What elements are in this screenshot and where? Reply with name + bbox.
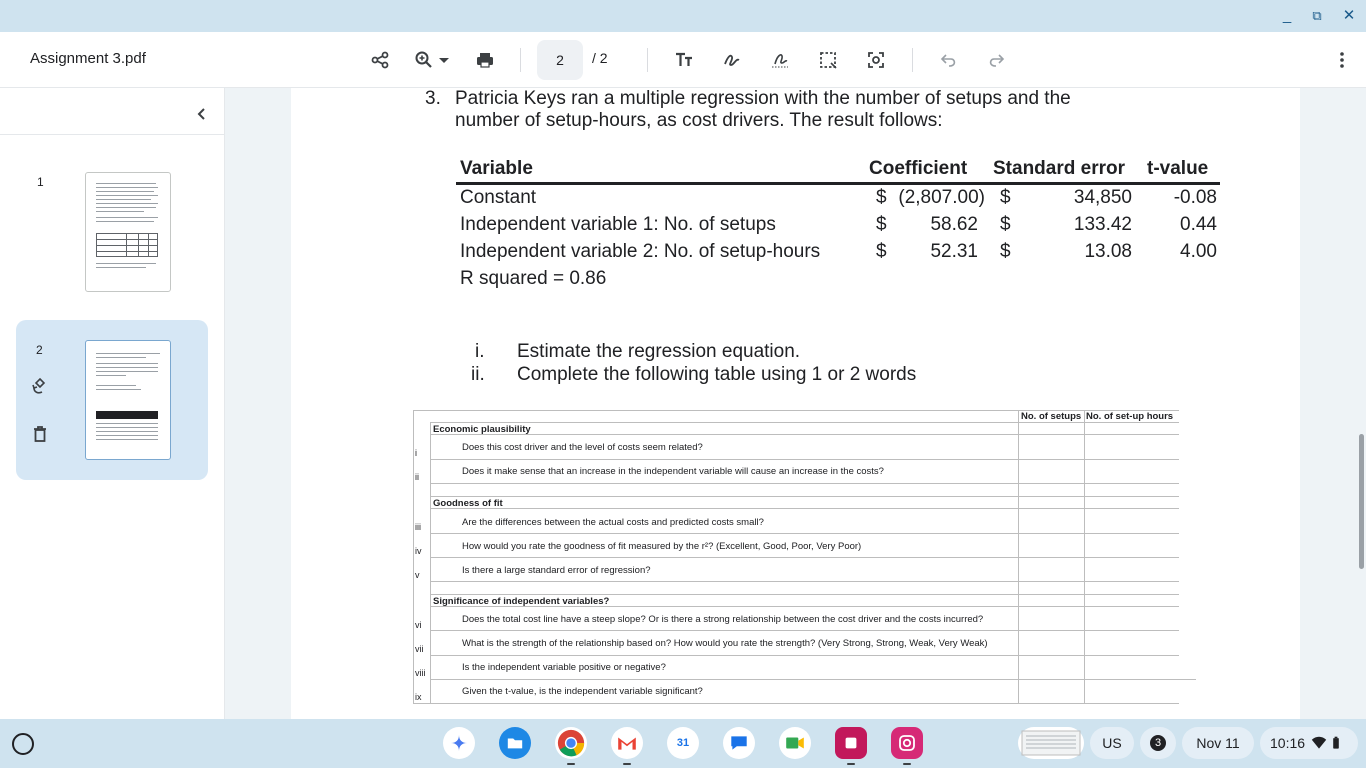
- reg-row-coef: (2,807.00): [898, 187, 985, 208]
- notification-count: 3: [1150, 735, 1166, 751]
- input-method[interactable]: US: [1090, 727, 1134, 759]
- running-indicator: [903, 763, 911, 765]
- row-question: Does the total cost line have a steep slope? Or is there a strong relationship between the cost driver and the costs incurred?: [462, 614, 984, 625]
- running-indicator: [567, 763, 575, 765]
- header-coefficient: Coefficient: [869, 158, 968, 179]
- section-economic-plausibility: Economic plausibility: [433, 424, 531, 435]
- print-icon[interactable]: [469, 44, 501, 76]
- more-icon[interactable]: [1326, 44, 1358, 76]
- question-line-1: Patricia Keys ran a multiple regression with the number of setups and the: [455, 88, 1071, 109]
- meet-icon[interactable]: [779, 727, 811, 759]
- reg-row-coef-symbol: $: [876, 187, 887, 208]
- page-1-number: 1: [37, 175, 44, 189]
- page-2-number: 2: [36, 343, 43, 357]
- reg-row-coef-symbol: $: [876, 214, 887, 235]
- row-question: Is there a large standard error of regression?: [462, 565, 651, 576]
- subquestion-text: Estimate the regression equation.: [517, 341, 801, 362]
- page-2-thumbnail[interactable]: [85, 340, 171, 460]
- reg-row-coef: 58.62: [930, 214, 978, 235]
- gmail-icon[interactable]: [611, 727, 643, 759]
- pdf-page: [291, 88, 1300, 719]
- document-viewport[interactable]: [225, 88, 1366, 719]
- row-roman: i: [415, 448, 417, 458]
- window-titlebar: [0, 0, 1366, 32]
- tote-preview-icon[interactable]: [1018, 727, 1084, 759]
- reg-row-variable: Independent variable 2: No. of setup-hours: [460, 241, 821, 262]
- row-question: Given the t-value, is the independent variable significant?: [462, 686, 703, 697]
- col-header-setup-hours: No. of set-up hours: [1086, 411, 1174, 422]
- chevron-left-icon[interactable]: [188, 100, 216, 128]
- row-question: How would you rate the goodness of fit measured by the r²? (Excellent, Good, Poor, Very Poor): [462, 541, 862, 552]
- reg-row-se: 34,850: [1073, 187, 1132, 208]
- reg-row-se-symbol: $: [1000, 187, 1011, 208]
- close-icon[interactable]: ✕: [1342, 7, 1356, 24]
- regression-header-rule: [456, 182, 1220, 185]
- col-header-setups: No. of setups: [1021, 411, 1082, 422]
- page-total: / 2: [592, 50, 608, 66]
- sidebar-divider: [0, 134, 224, 135]
- reg-row-se: 133.42: [1073, 214, 1132, 235]
- row-question: Are the differences between the actual costs and predicted costs small?: [462, 517, 764, 528]
- subquestion-number: i.: [475, 341, 485, 362]
- reg-row-t: -0.08: [1173, 187, 1217, 208]
- status-area[interactable]: [1260, 727, 1358, 759]
- question-line-2: number of setup-hours, as cost drivers. The result follows:: [455, 110, 943, 131]
- row-question: Does this cost driver and the level of costs seem related?: [462, 442, 703, 453]
- reg-row-t: 0.44: [1180, 214, 1217, 235]
- section-significance: Significance of independent variables?: [433, 596, 610, 607]
- thumbnail-sidebar: [0, 88, 225, 719]
- toolbar-divider: [647, 48, 648, 72]
- row-roman: v: [415, 570, 420, 580]
- toolbar-divider: [912, 48, 913, 72]
- delete-icon[interactable]: [30, 424, 50, 449]
- header-variable: Variable: [460, 158, 533, 179]
- date-display[interactable]: Nov 11: [1182, 727, 1254, 759]
- reg-row-variable: Independent variable 1: No. of setups: [460, 214, 776, 235]
- text-icon[interactable]: [668, 44, 700, 76]
- signature-icon[interactable]: [764, 44, 796, 76]
- row-question: Is the independent variable positive or negative?: [462, 662, 666, 673]
- battery-icon: [1329, 735, 1343, 751]
- subquestion-text: Complete the following table using 1 or 2 words: [517, 364, 917, 385]
- row-roman: ii: [415, 472, 419, 482]
- draw-icon[interactable]: [716, 44, 748, 76]
- clock: 10:16: [1270, 735, 1306, 751]
- gemini-icon[interactable]: [443, 727, 475, 759]
- pdf-toolbar: [0, 32, 1366, 88]
- notification-pill[interactable]: [1140, 727, 1176, 759]
- wifi-icon: [1311, 735, 1327, 751]
- select-region-icon[interactable]: [812, 44, 844, 76]
- row-roman: ix: [415, 692, 422, 702]
- row-roman: iii: [415, 522, 421, 532]
- reg-row-coef-symbol: $: [876, 241, 887, 262]
- launcher-icon[interactable]: [12, 733, 34, 755]
- calendar-icon[interactable]: 31: [667, 727, 699, 759]
- row-roman: vii: [415, 644, 424, 654]
- row-roman: viii: [415, 668, 426, 678]
- share-icon[interactable]: [364, 44, 396, 76]
- files-icon[interactable]: [499, 727, 531, 759]
- subquestion-number: ii.: [471, 364, 485, 385]
- rotate-icon[interactable]: [30, 376, 50, 401]
- instagram-icon[interactable]: [891, 727, 923, 759]
- assessment-table: [413, 410, 1179, 703]
- dropdown-icon[interactable]: [434, 44, 454, 76]
- vertical-scrollbar[interactable]: [1359, 434, 1364, 569]
- chrome-icon[interactable]: [555, 727, 587, 759]
- system-shelf: [0, 719, 1366, 768]
- reg-row-se-symbol: $: [1000, 241, 1011, 262]
- redo-icon[interactable]: [980, 44, 1012, 76]
- minimize-icon[interactable]: _: [1282, 7, 1292, 24]
- reg-row-t: 4.00: [1180, 241, 1217, 262]
- r-squared: R squared = 0.86: [460, 268, 607, 289]
- running-indicator: [623, 763, 631, 765]
- running-indicator: [847, 763, 855, 765]
- reg-row-coef: 52.31: [930, 241, 978, 262]
- text-recognition-icon[interactable]: [860, 44, 892, 76]
- question-number: 3.: [425, 88, 441, 109]
- header-t-value: t-value: [1147, 158, 1209, 179]
- undo-icon[interactable]: [933, 44, 965, 76]
- row-roman: vi: [415, 620, 422, 630]
- page-1-thumbnail[interactable]: [85, 172, 171, 292]
- reg-row-se: 13.08: [1084, 241, 1132, 262]
- page-number-input[interactable]: 2: [537, 40, 583, 80]
- document-title: Assignment 3.pdf: [30, 50, 146, 67]
- messages-icon[interactable]: [723, 727, 755, 759]
- header-standard-error: Standard error: [993, 158, 1125, 179]
- page-2-card[interactable]: [16, 320, 208, 480]
- toolbar-divider: [520, 48, 521, 72]
- section-goodness-of-fit: Goodness of fit: [433, 498, 503, 509]
- reg-row-se-symbol: $: [1000, 214, 1011, 235]
- row-question: What is the strength of the relationship based on? How would you rate the strength? (Very Strong, Strong, Weak, Very Weak): [462, 638, 988, 649]
- restore-icon[interactable]: ⧉: [1312, 8, 1322, 23]
- reg-row-variable: Constant: [460, 187, 537, 208]
- row-question: Does it make sense that an increase in the independent variable will cause an increase in the costs?: [462, 466, 884, 477]
- row-roman: iv: [415, 546, 422, 556]
- app-icon[interactable]: [835, 727, 867, 759]
